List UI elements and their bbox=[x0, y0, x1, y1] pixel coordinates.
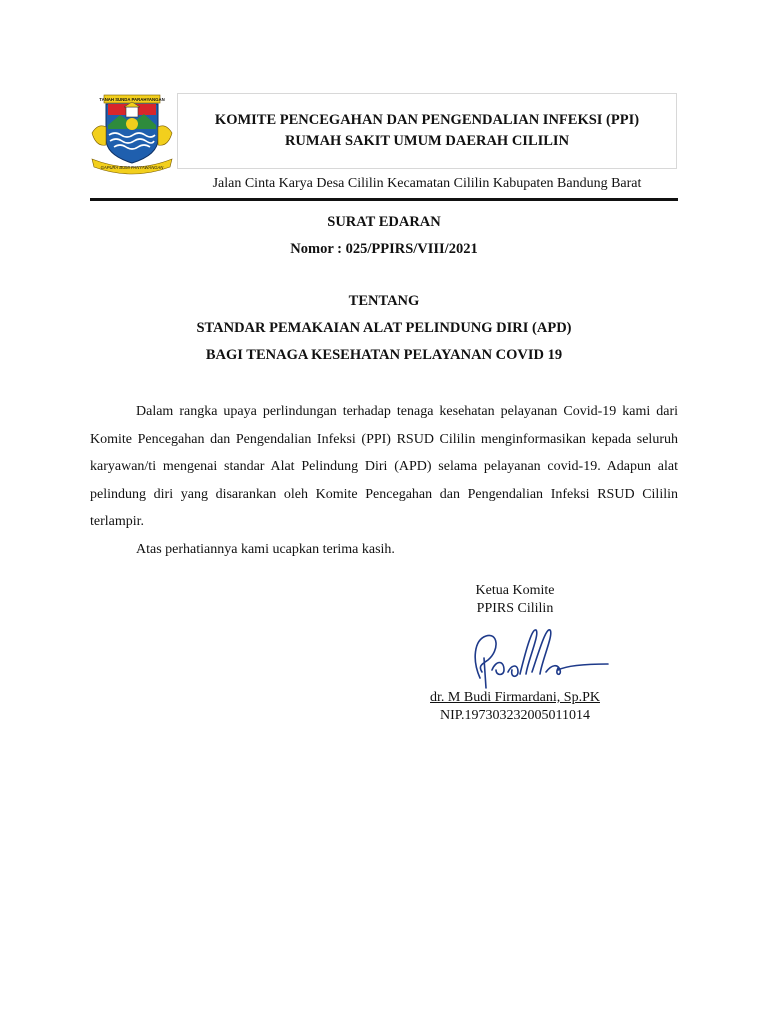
letter-heading bbox=[90, 209, 678, 263]
signature-position-line-1: Ketua Komite bbox=[475, 583, 555, 598]
regional-emblem-icon bbox=[88, 93, 176, 175]
letter-type: SURAT EDARAN bbox=[327, 214, 441, 230]
emblem-top-banner-text: TANAH SUNDA PARAHYANGAN bbox=[99, 97, 165, 102]
signature-position bbox=[408, 582, 622, 618]
signatory bbox=[408, 689, 622, 725]
signatory-nip: NIP.197303232005011014 bbox=[440, 708, 590, 723]
hospital-address: Jalan Cinta Karya Desa Cililin Kecamatan Cililin Kabupaten Bandung Barat bbox=[212, 176, 642, 191]
signatory-name: dr. M Budi Firmardani, Sp.PK bbox=[430, 690, 600, 705]
letter-number: Nomor : 025/PPIRS/VIII/2021 bbox=[290, 241, 478, 257]
letterhead-box bbox=[177, 93, 677, 169]
subject-line-1: STANDAR PEMAKAIAN ALAT PELINDUNG DIRI (APD) bbox=[196, 320, 572, 336]
subject-line-2: BAGI TENAGA KESEHATAN PELAYANAN COVID 19 bbox=[205, 347, 563, 363]
letter-subject bbox=[90, 288, 678, 369]
subject-label: TENTANG bbox=[348, 293, 420, 309]
committee-name: KOMITE PENCEGAHAN DAN PENGENDALIAN INFEKSI (PPI) bbox=[214, 112, 640, 128]
hospital-name: RUMAH SAKIT UMUM DAERAH CILILIN bbox=[284, 133, 570, 149]
signature-position-line-2: PPIRS Cililin bbox=[476, 601, 554, 616]
body-paragraph-2: Atas perhatiannya kami ucapkan terima kasih. bbox=[136, 541, 395, 557]
handwritten-signature bbox=[462, 620, 612, 692]
body-paragraph-1: Dalam rangka upaya perlindungan terhadap tenaga kesehatan pelayanan Covid-19 kami dari Komite Pencegahan dan Pengendalian Infeksi (PPI) RSUD Cililin menginformasikan kepada seluruh karyawan/ti mengenai standar Alat Pelindung Diri (APD) selama pelayanan covid-19. Adapun alat pelindung diri yang disarankan oleh Komite Pencegahan dan Pengendalian Infeksi RSUD Cililin terlampir. bbox=[90, 404, 678, 529]
letterhead-divider bbox=[90, 198, 678, 201]
emblem-bottom-banner-text: GAPURA BUMI PANYAWANGAN bbox=[100, 165, 164, 170]
letter-body bbox=[90, 398, 678, 563]
